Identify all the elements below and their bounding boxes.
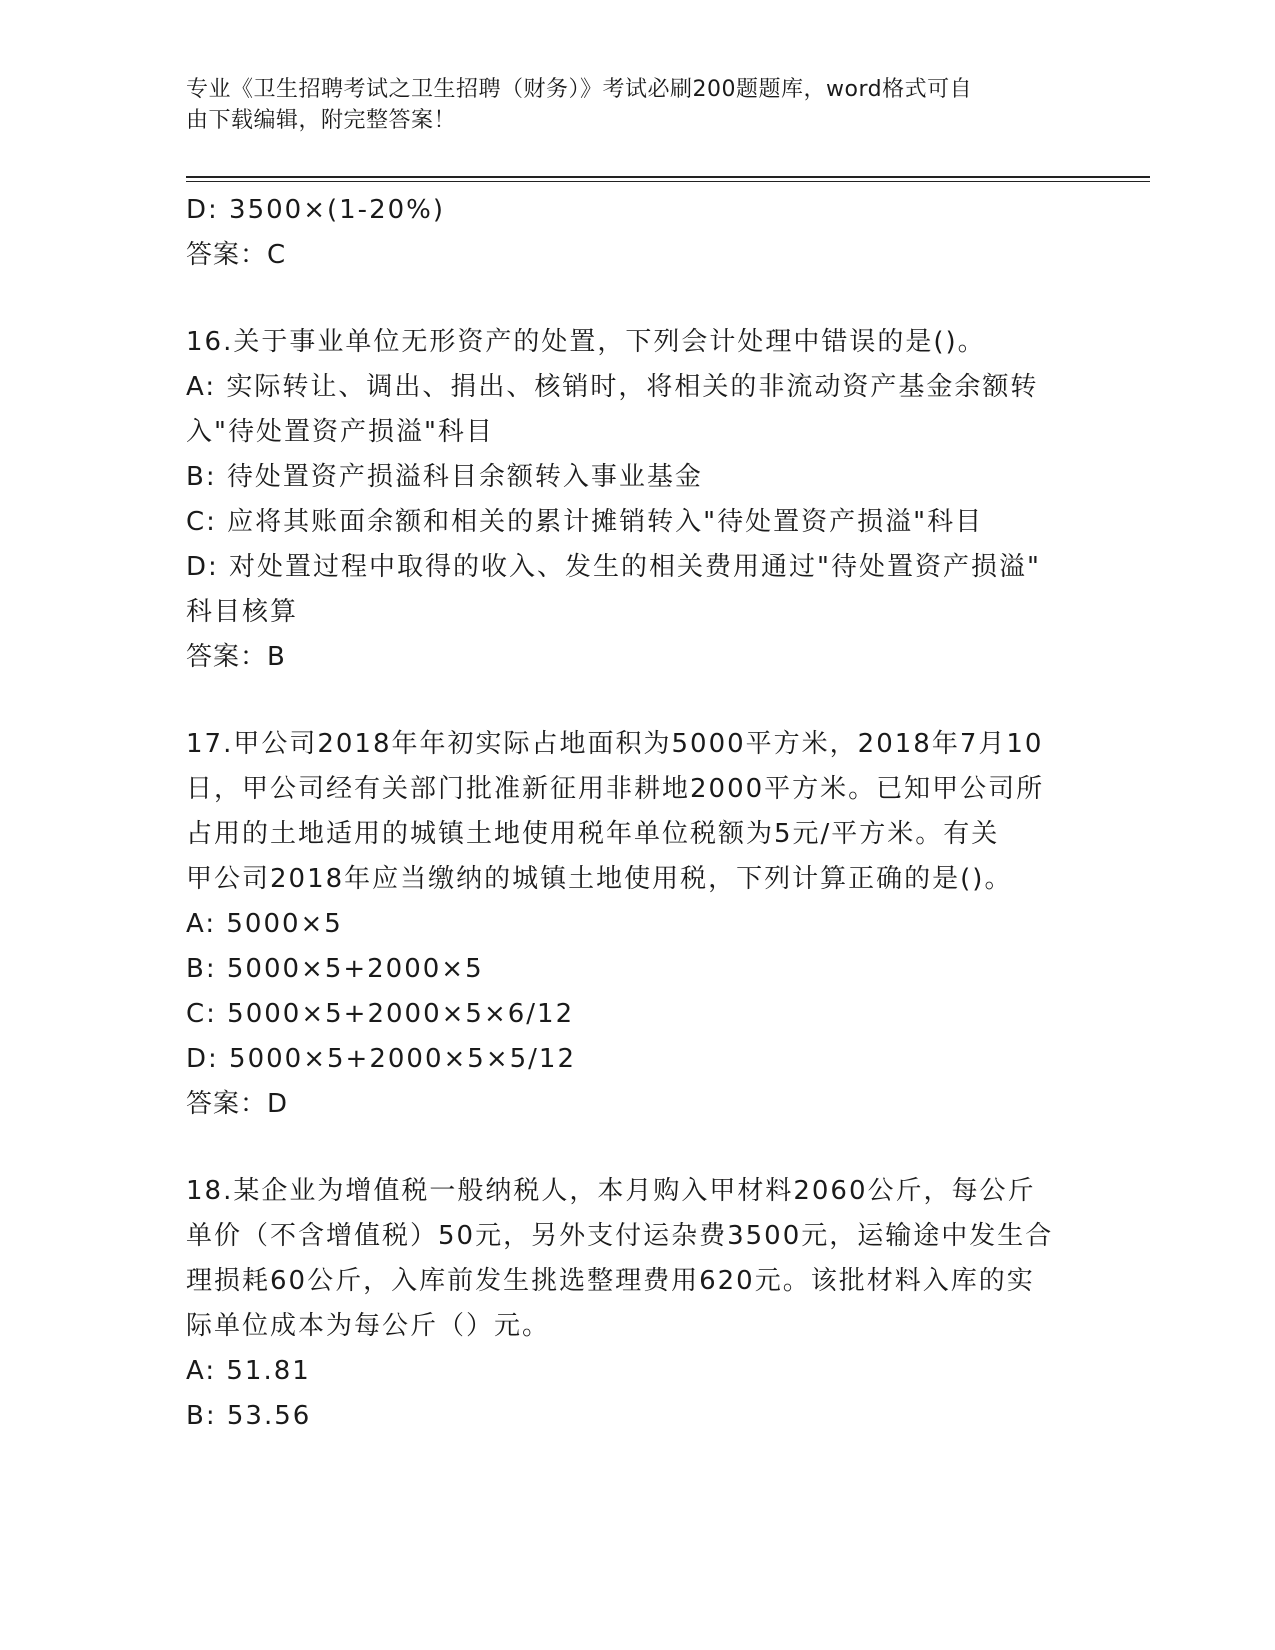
question-spacer bbox=[186, 278, 1086, 320]
option-a: A: 5000×5 bbox=[186, 909, 343, 939]
option-d-continued: 科目核算 bbox=[186, 597, 299, 627]
answer-line: 答案：B bbox=[186, 642, 286, 672]
option-a-continued: 入"待处置资产损溢"科目 bbox=[186, 417, 494, 447]
option-c: C: 5000×5+2000×5×6/12 bbox=[186, 999, 575, 1029]
answer-line: 答案：D bbox=[186, 1089, 289, 1119]
question-stem-line-1: 17.甲公司2018年年初实际占地面积为5000平方米，2018年7月10 bbox=[186, 729, 1044, 759]
question-stem-line-4: 际单位成本为每公斤（）元。 bbox=[186, 1311, 551, 1341]
option-b: B: 53.56 bbox=[186, 1401, 312, 1431]
question-stem: 16.关于事业单位无形资产的处置，下列会计处理中错误的是()。 bbox=[186, 327, 986, 357]
document-header bbox=[186, 74, 1066, 136]
question-17 bbox=[186, 722, 1086, 1127]
question-stem-line-3: 理损耗60公斤，入库前发生挑选整理费用620元。该批材料入库的实 bbox=[186, 1266, 1035, 1296]
option-c: C: 应将其账面余额和相关的累计摊销转入"待处置资产损溢"科目 bbox=[186, 507, 984, 537]
header-divider-thick bbox=[186, 176, 1150, 178]
question-18 bbox=[186, 1169, 1086, 1439]
question-content bbox=[186, 188, 1086, 1439]
option-b: B: 待处置资产损溢科目余额转入事业基金 bbox=[186, 462, 703, 492]
question-stem-line-3: 占用的土地适用的城镇土地使用税年单位税额为5元/平方米。有关 bbox=[186, 819, 1000, 849]
question-spacer bbox=[186, 680, 1086, 722]
question-stem-line-1: 18.某企业为增值税一般纳税人，本月购入甲材料2060公斤，每公斤 bbox=[186, 1176, 1036, 1206]
option-a: A: 实际转让、调出、捐出、核销时，将相关的非流动资产基金余额转 bbox=[186, 372, 1039, 402]
option-a: A: 51.81 bbox=[186, 1356, 311, 1386]
option-d: D: 对处置过程中取得的收入、发生的相关费用通过"待处置资产损溢" bbox=[186, 552, 1041, 582]
header-line-2: 由下载编辑，附完整答案！ bbox=[186, 108, 457, 133]
question-16 bbox=[186, 320, 1086, 680]
question-stem-line-4: 甲公司2018年应当缴纳的城镇土地使用税，下列计算正确的是()。 bbox=[186, 864, 1013, 894]
question-stem-line-2: 单价（不含增值税）50元，另外支付运杂费3500元，运输途中发生合 bbox=[186, 1221, 1054, 1251]
answer-line: 答案：C bbox=[186, 240, 287, 270]
question-stem-line-2: 日，甲公司经有关部门批准新征用非耕地2000平方米。已知甲公司所 bbox=[186, 774, 1045, 804]
option-b: B: 5000×5+2000×5 bbox=[186, 954, 484, 984]
option-d: D: 5000×5+2000×5×5/12 bbox=[186, 1044, 576, 1074]
option-d: D: 3500×(1-20%) bbox=[186, 195, 445, 225]
question-spacer bbox=[186, 1127, 1086, 1169]
header-divider-thin bbox=[186, 181, 1150, 182]
header-line-1: 专业《卫生招聘考试之卫生招聘（财务）》考试必刷200题题库，word格式可自 bbox=[186, 77, 973, 102]
